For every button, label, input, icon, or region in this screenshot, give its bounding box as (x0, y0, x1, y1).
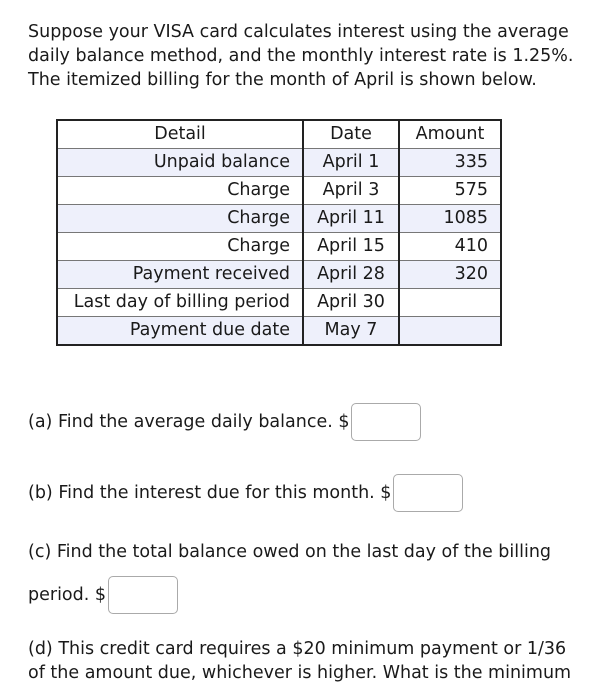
answer-input-c[interactable] (108, 576, 178, 614)
question-d (28, 637, 588, 685)
cell-amount: 1085 (399, 205, 501, 233)
question-b (28, 474, 463, 512)
cell-amount (399, 289, 501, 317)
header-date: Date (303, 120, 399, 149)
cell-date: April 1 (303, 149, 399, 177)
header-detail: Detail (57, 120, 303, 149)
table-row (57, 177, 501, 205)
answer-input-a[interactable] (351, 403, 421, 441)
problem-statement (28, 20, 588, 92)
table-header-row (57, 120, 501, 149)
table-row (57, 261, 501, 289)
cell-detail: Unpaid balance (57, 149, 303, 177)
cell-detail: Payment due date (57, 317, 303, 346)
question-c-line-1: (c) Find the total balance owed on the last day of the billing (28, 542, 552, 562)
question-c (28, 540, 588, 614)
billing-table (56, 119, 502, 346)
question-d-line-2: of the amount due, whichever is higher. What is the minimum (28, 663, 572, 683)
table-row (57, 233, 501, 261)
question-c-line-2-wrap (28, 576, 588, 614)
table-row (57, 317, 501, 346)
intro-line-3: The itemized billing for the month of April is shown below. (28, 70, 537, 90)
question-a-text: (a) Find the average daily balance. $ (28, 412, 350, 432)
cell-detail: Payment received (57, 261, 303, 289)
table-row (57, 289, 501, 317)
cell-date: April 11 (303, 205, 399, 233)
question-b-text: (b) Find the interest due for this month. $ (28, 483, 392, 503)
table-row (57, 205, 501, 233)
cell-amount (399, 317, 501, 346)
cell-amount: 335 (399, 149, 501, 177)
intro-line-2: daily balance method, and the monthly interest rate is 1.25%. (28, 46, 574, 66)
cell-date: April 3 (303, 177, 399, 205)
cell-amount: 320 (399, 261, 501, 289)
question-d-line-1: (d) This credit card requires a $20 minimum payment or 1/36 (28, 639, 567, 659)
table-row (57, 149, 501, 177)
answer-input-b[interactable] (393, 474, 463, 512)
cell-amount: 410 (399, 233, 501, 261)
cell-date: April 30 (303, 289, 399, 317)
intro-line-1: Suppose your VISA card calculates interest using the average (28, 22, 569, 42)
cell-detail: Charge (57, 205, 303, 233)
cell-detail: Charge (57, 233, 303, 261)
header-amount: Amount (399, 120, 501, 149)
cell-date: May 7 (303, 317, 399, 346)
question-c-line-2: period. $ (28, 585, 107, 605)
cell-date: April 15 (303, 233, 399, 261)
cell-detail: Last day of billing period (57, 289, 303, 317)
question-a (28, 403, 421, 441)
cell-detail: Charge (57, 177, 303, 205)
cell-amount: 575 (399, 177, 501, 205)
cell-date: April 28 (303, 261, 399, 289)
